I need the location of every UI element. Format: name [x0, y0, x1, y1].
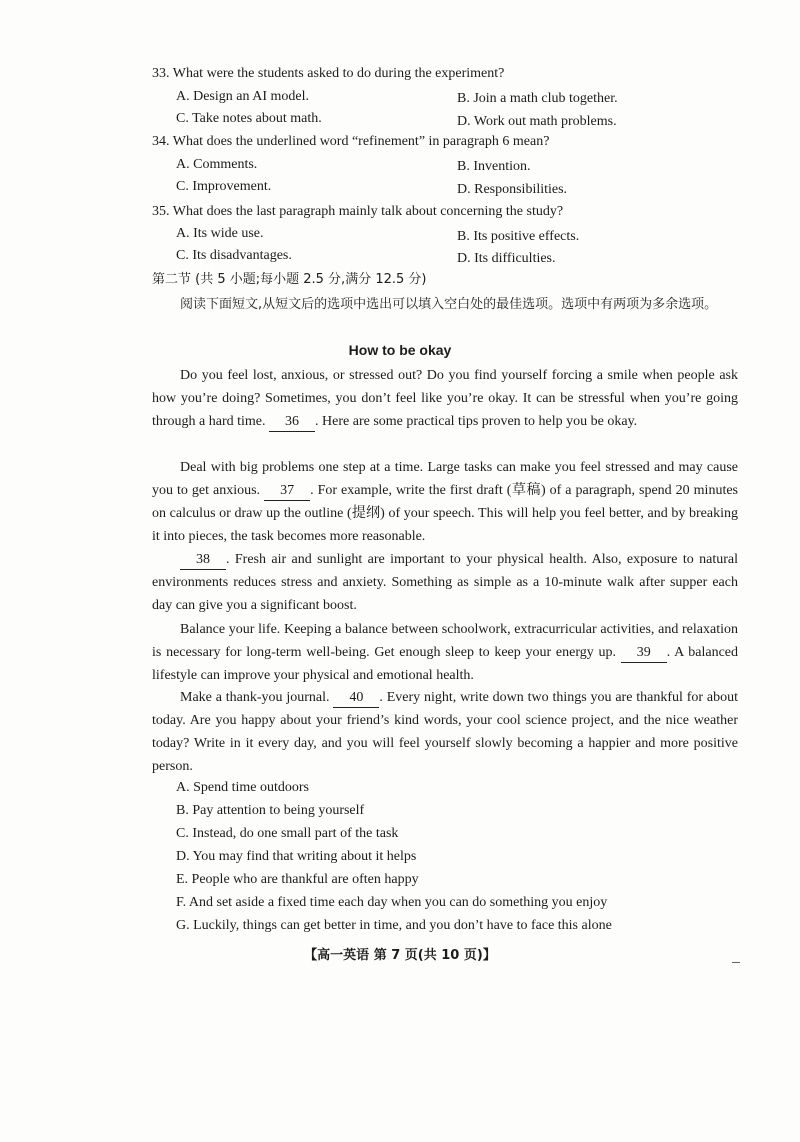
passage-paragraph-5 — [152, 686, 738, 778]
passage-paragraph-3 — [152, 548, 738, 617]
page-footer: 【高一英语 第 7 页(共 10 页)】 — [304, 948, 496, 963]
question-35-option-d: D. Its difficulties. — [457, 251, 556, 266]
p2-text-a: Deal with big problems one step at a time. Large tasks can make you feel stressed and may cause you to get anxious. — [152, 460, 738, 498]
section-instruction-text: 阅读下面短文,从短文后的选项中选出可以填入空白处的最佳选项。选项中有两项为多余选项。 — [180, 297, 718, 312]
blank-39[interactable]: 39 — [621, 644, 667, 663]
question-33-option-c: C. Take notes about math. — [176, 111, 322, 126]
choice-c: C. Instead, do one small part of the task — [176, 826, 399, 841]
section-instruction — [152, 294, 738, 316]
passage-paragraph-2 — [152, 456, 738, 548]
p1-text-b: . Here are some practical tips proven to help you be okay. — [315, 414, 638, 429]
question-34-option-d: D. Responsibilities. — [457, 182, 568, 197]
choice-f: F. And set aside a fixed time each day when you can do something you enjoy — [176, 895, 608, 910]
section-heading: 第二节 (共 5 小题;每小题 2.5 分,满分 12.5 分) — [152, 272, 427, 287]
p1-text-a: Do you feel lost, anxious, or stressed out? Do you find yourself forcing a smile when people ask how you’re doing? Sometimes, you don’t feel like you’re okay. It can be stressful when you’re going through a hard time. — [152, 368, 738, 429]
question-35-stem: 35. What does the last paragraph mainly talk about concerning the study? — [152, 204, 564, 219]
question-33-stem: 33. What were the students asked to do during the experiment? — [152, 66, 505, 81]
blank-36[interactable]: 36 — [269, 413, 315, 432]
choice-a: A. Spend time outdoors — [176, 780, 309, 795]
question-35-option-b: B. Its positive effects. — [457, 229, 580, 244]
p4-text-b: . A balanced lifestyle can improve your physical and emotional health. — [152, 645, 738, 683]
blank-38[interactable]: 38 — [180, 551, 226, 570]
question-33-option-b: B. Join a math club together. — [457, 91, 618, 106]
blank-37[interactable]: 37 — [264, 482, 310, 501]
choice-list — [176, 776, 612, 937]
p2-text-b: . For example, write the first draft (草稿) of a paragraph, spend 20 minutes on calculus or draw up the outline (提纲) of your speech. This will help you feel better, and by breaking it into pieces, the task becomes more reasonable. — [152, 483, 738, 544]
choice-g: G. Luckily, things can get better in time, and you don’t have to face this alone — [176, 918, 612, 933]
question-35-option-c: C. Its disadvantages. — [176, 248, 292, 263]
question-33-option-d: D. Work out math problems. — [457, 114, 617, 129]
choice-d: D. You may find that writing about it helps — [176, 849, 417, 864]
question-34-stem: 34. What does the underlined word “refinement” in paragraph 6 mean? — [152, 134, 550, 149]
p5-text-a: Make a thank-you journal. — [180, 690, 334, 705]
choice-e: E. People who are thankful are often happy — [176, 872, 419, 887]
blank-40[interactable]: 40 — [333, 689, 379, 708]
question-34-option-b: B. Invention. — [457, 159, 531, 174]
p5-text-b: . Every night, write down two things you are thankful for about today. Are you happy about your friend’s kind words, your cool science project, and the nice weather today? Write in it every day, and you will feel yourself slowly becoming a happier and more positive person. — [152, 690, 739, 774]
question-35-option-a: A. Its wide use. — [176, 226, 264, 241]
passage-paragraph-4 — [152, 618, 738, 687]
p4-text-a: Balance your life. Keeping a balance between schoolwork, extracurricular activities, and relaxation is necessary for long-term well-being. Get enough sleep to keep your energy up. — [152, 622, 738, 660]
choice-b: B. Pay attention to being yourself — [176, 803, 365, 818]
question-34-option-c: C. Improvement. — [176, 179, 272, 194]
question-34-option-a: A. Comments. — [176, 157, 258, 172]
p3-text-b: . Fresh air and sunlight are important to your physical health. Also, exposure to natural environments reduces stress and anxiety. Something as simple as a 10-minute walk after supper each day can give you a significant boost. — [152, 552, 738, 613]
edge-mark — [732, 962, 740, 963]
question-33-option-a: A. Design an AI model. — [176, 89, 309, 104]
passage-paragraph-1 — [152, 364, 738, 433]
passage-title: How to be okay — [348, 342, 452, 358]
